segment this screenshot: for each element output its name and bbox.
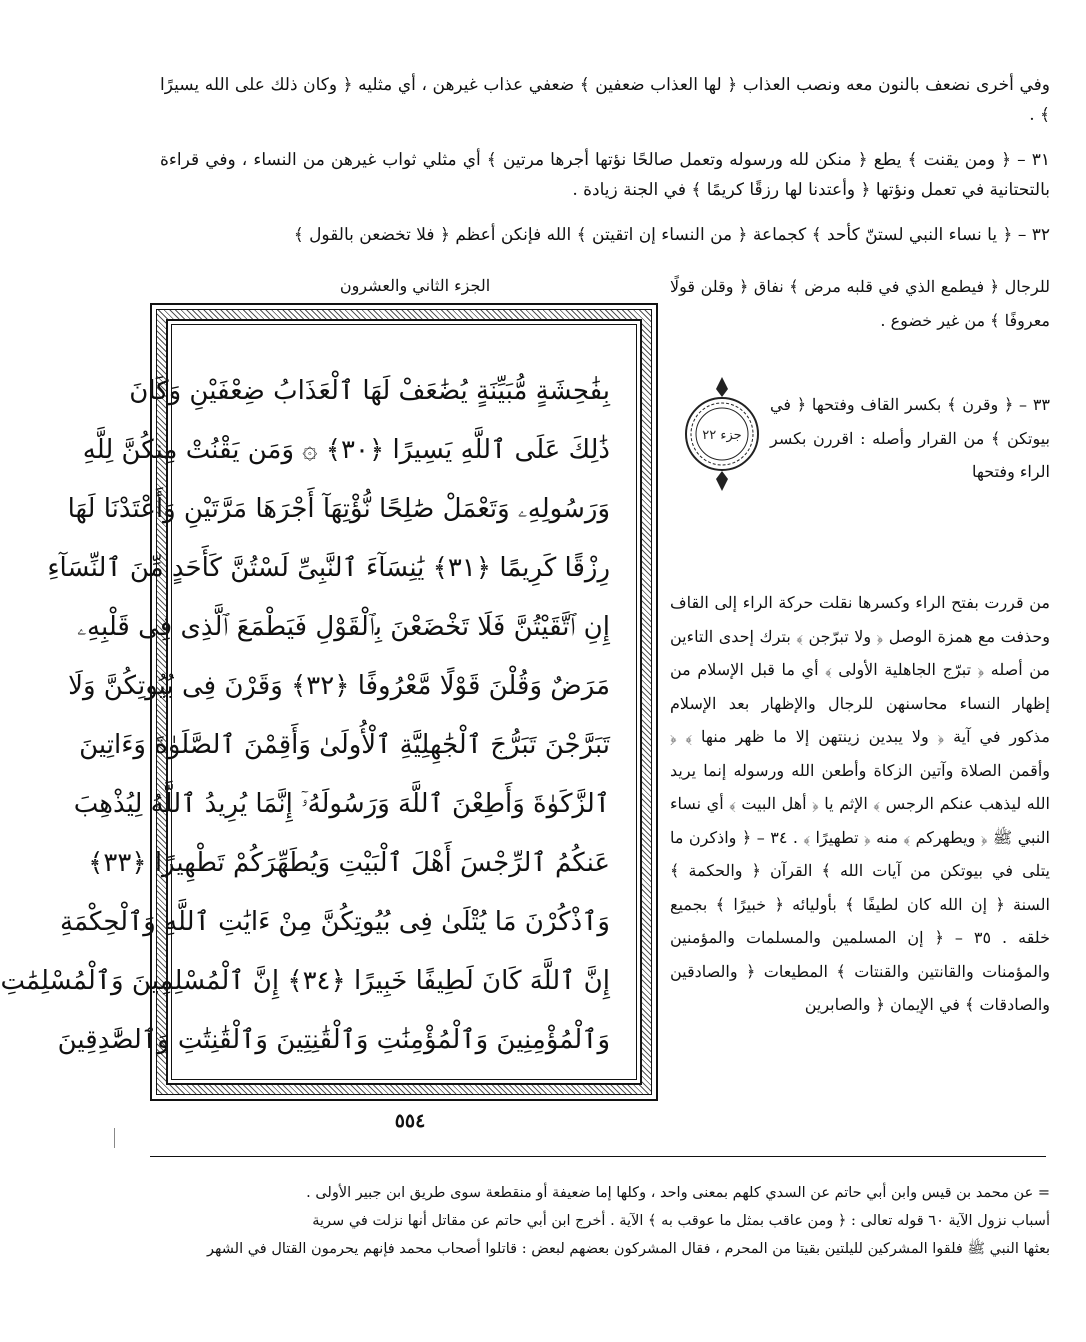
quran-line: إِنِ ٱتَّقَيْتُنَّ فَلَا تَخْضَعْنَ بِٱلْقَوْلِ فَيَطْمَعَ ٱلَّذِى فِى قَلْبِهِۦ: [77, 612, 610, 642]
quran-line: وَٱلْمُؤْمِنِينَ وَٱلْمُؤْمِنَٰتِ وَٱلْقَٰنِتِينَ وَٱلْقَٰنِتَٰتِ وَٱلصَّٰدِقِينَ: [57, 1025, 610, 1055]
commentary-verse-32: ٣٢ – ﴿ يا نساء النبي لستنّ كأحد ﴾ كجماعة ﴿ من النساء إن اتقيتن ﴾ الله فإنكن أعظم ﴿ فلا تخضعن بالقول ﴾: [293, 225, 1050, 245]
scan-edge-mark: [114, 1128, 115, 1148]
quran-line: ٱلزَّكَوٰةَ وَأَطِعْنَ ٱللَّهَ وَرَسُولَهُۥٓ إِنَّمَا يُرِيدُ ٱللَّهُ لِيُذْهِبَ: [73, 789, 610, 819]
quran-line: تَبَرَّجْنَ تَبَرُّجَ ٱلْجَٰهِلِيَّةِ ٱلْأُولَىٰ وَأَقِمْنَ ٱلصَّلَوٰةَ وَءَاتِينَ: [79, 730, 610, 760]
commentary-side-a: للرجال ﴿ فيطمع الذي في قلبه مرض ﴾ نفاق ﴿ وقلن قولًا معروفًا ﴾ من غير خضوع .: [670, 277, 1050, 330]
quran-text-area: [0, 319, 642, 1085]
page-number: ٥٥٤: [394, 1110, 426, 1132]
footnote-line: بعثها النبي ﷺ فلقوا المشركين لليلتين بقيتا من المحرم ، فقال المشركون بعضهم لبعض : قاتلوا أصحاب محمد فإنهم يحرمون القتال في الشهر: [207, 1241, 1050, 1257]
quran-line: ذَٰلِكَ عَلَى ٱللَّهِ يَسِيرًا ﴿٣٠﴾ ۞ وَمَن يَقْنُتْ مِنكُنَّ لِلَّهِ: [82, 435, 610, 465]
running-head: الجزء الثاني والعشرون: [339, 276, 491, 295]
medallion-label: جزء ٢٢: [702, 428, 742, 443]
quran-line: رِزْقًا كَرِيمًا ﴿٣١﴾ يَٰنِسَآءَ ٱلنَّبِىِّ لَسْتُنَّ كَأَحَدٍ مِّنَ ٱلنِّسَآءِ: [47, 553, 610, 583]
footnote-divider: [150, 1156, 1046, 1157]
footnote-line: أسباب نزول الآية ٦٠ قوله تعالى : ﴿ ومن عاقب بمثل ما عوقب به ﴾ الآية . أخرج ابن أبي حاتم عن مقاتل أنها نزلت في سرية: [312, 1213, 1050, 1229]
footnote-line: = عن محمد بن قيس وابن أبي حاتم عن السدي كلهم بمعنى واحد ، وكلها إما ضعيفة أو منقطعة سوى طريق ابن جبير الأولى .: [306, 1185, 1050, 1201]
quran-line: مَرَضٌ وَقُلْنَ قَوْلًا مَّعْرُوفًا ﴿٣٢﴾ وَقَرْنَ فِى بُيُوتِكُنَّ وَلَا: [68, 671, 610, 701]
commentary-side-b: ٣٣ – ﴿ وقرن ﴾ بكسر القاف وفتحها ﴿ في بيوتكن ﴾ من القرار وأصله : اقررن بكسر الراء وفتحها: [770, 395, 1050, 481]
quran-text-frame: [0, 303, 658, 1101]
commentary-side-c: من قررت بفتح الراء وكسرها نقلت حركة الراء إلى القاف وحذفت مع همزة الوصل ﴿ ولا تبرّجن ﴾ بترك إحدى التاءين من أصله ﴿ تبرّج الجاهلية الأولى ﴾ أي ما قبل الإسلام من إظهار النساء محاسنهن للرجال والإظهار بعد الإسلام مذكور في آية ﴿ ولا يبدين زينتهن إلا ما ظهر منها ﴾ ﴿ وأقمن الصلاة وآتين الزكاة وأطعن الله ورسوله إنما يريد الله ليذهب عنكم الرجس ﴾ الإثم يا ﴿ أهل البيت ﴾ أي نساء النبي ﷺ ﴿ ويطهركم ﴾ منه ﴿ تطهيرًا ﴾ . ٣٤ – ﴿ واذكرن ما يتلى في بيوتكن من آيات الله ﴾ القرآن ﴿ والحكمة ﴾ السنة ﴿ إن الله كان لطيفًا ﴾ بأوليائه ﴿ خبيرًا ﴾ بجميع خلقه . ٣٥ – ﴿ إن المسلمين والمسلمات والمؤمنين والمؤمنات والقانتين والقنتات ﴾ المطيعات ﴿ والصادقين والصادقات ﴾ في الإيمان ﴿ والصابرين: [670, 593, 1051, 1014]
quran-line: وَٱذْكُرْنَ مَا يُتْلَىٰ فِى بُيُوتِكُنَّ مِنْ ءَايَٰتِ ٱللَّهِ وَٱلْحِكْمَةِ: [60, 907, 610, 937]
quran-line: عَنكُمُ ٱلرِّجْسَ أَهْلَ ٱلْبَيْتِ وَيُطَهِّرَكُمْ تَطْهِيرًا ﴿٣٣﴾: [88, 848, 610, 878]
quran-line: بِفَٰحِشَةٍ مُّبَيِّنَةٍ يُضَٰعَفْ لَهَا ٱلْعَذَابُ ضِعْفَيْنِ وَكَانَ: [129, 376, 610, 406]
juz-medallion-icon: [678, 375, 766, 493]
quran-line: وَرَسُولِهِۦ وَتَعْمَلْ صَٰلِحًا نُّؤْتِهَآ أَجْرَهَا مَرَّتَيْنِ وَأَعْتَدْنَا لَهَا: [67, 494, 610, 524]
quran-line: إِنَّ ٱللَّهَ كَانَ لَطِيفًا خَبِيرًا ﴿٣٤﴾ إِنَّ ٱلْمُسْلِمِينَ وَٱلْمُسْلِمَٰتِ: [0, 966, 610, 996]
commentary-intro: وفي أخرى نضعف بالنون معه ونصب العذاب ﴿ لها العذاب ضعفين ﴾ ضعفي عذاب غيرهن ، أي مثليه ﴿ وكان ذلك على الله يسيرًا ﴾ .: [160, 75, 1050, 125]
commentary-verse-31: ٣١ – ﴿ ومن يقنت ﴾ يطع ﴿ منكن لله ورسوله وتعمل صالحًا نؤتها أجرها مرتين ﴾ أي مثلي ثواب غيرهن من النساء ، وفي قراءة بالتحتانية في تعمل ونؤتها ﴿ وأعتدنا لها رزقًا كريمًا ﴾ في الجنة زيادة .: [160, 150, 1050, 200]
